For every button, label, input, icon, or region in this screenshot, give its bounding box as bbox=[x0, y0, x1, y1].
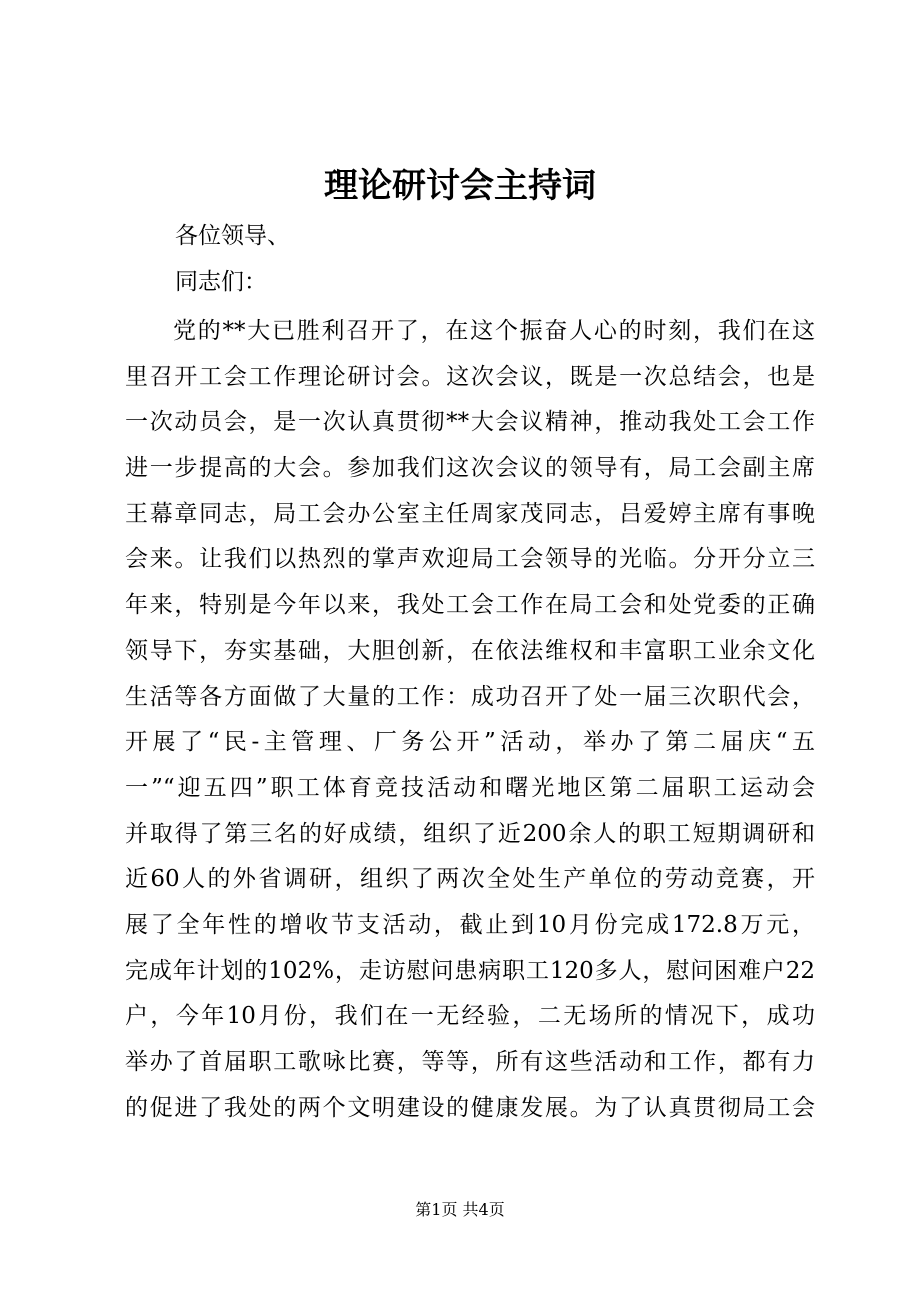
paragraph-line: 举办了首届职工歌咏比赛，等等，所有这些活动和工作，都有力 bbox=[125, 1049, 815, 1075]
paragraph-line: 展了全年性的增收节支活动，截止到10月份完成172.8万元， bbox=[125, 911, 815, 938]
salutation-leaders: 各位领导、 bbox=[175, 223, 290, 249]
paragraph-line: 党的**大已胜利召开了，在这个振奋人心的时刻，我们在这 bbox=[173, 318, 815, 344]
paragraph-line: 近60人的外省调研，组织了两次全处生产单位的劳动竞赛，开 bbox=[125, 866, 815, 893]
paragraph-line: 年来，特别是今年以来，我处工会工作在局工会和处党委的正确 bbox=[125, 592, 815, 619]
paragraph-line: 会来。让我们以热烈的掌声欢迎局工会领导的光临。分开分立三 bbox=[125, 546, 815, 573]
paragraph-line: 领导下，夯实基础，大胆创新，在依法维权和丰富职工业余文化 bbox=[125, 637, 815, 664]
document-title: 理论研讨会主持词 bbox=[324, 166, 596, 206]
paragraph-line: 里召开工会工作理论研讨会。这次会议，既是一次总结会，也是 bbox=[125, 363, 815, 390]
paragraph-line: 进一步提高的大会。参加我们这次会议的领导有，局工会副主席 bbox=[125, 455, 815, 482]
page-footer: 第1页 共4页 bbox=[415, 1200, 505, 1219]
paragraph-line: 并取得了第三名的好成绩，组织了近200余人的职工短期调研和 bbox=[125, 820, 815, 847]
paragraph-line: 完成年计划的102%，走访慰问患病职工120多人，慰问困难户22 bbox=[125, 957, 815, 984]
paragraph-line: 一”“迎五四”职工体育竞技活动和曙光地区第二届职工运动会 bbox=[125, 774, 815, 801]
paragraph-line: 的促进了我处的两个文明建设的健康发展。为了认真贯彻局工会 bbox=[125, 1094, 815, 1121]
paragraph-line: 一次动员会，是一次认真贯彻**大会议精神，推动我处工会工作 bbox=[125, 409, 815, 436]
salutation-comrades: 同志们： bbox=[175, 269, 267, 295]
paragraph-line: 开展了“民-主管理、厂务公开”活动，举办了第二届庆“五 bbox=[125, 729, 815, 756]
paragraph-line: 生活等各方面做了大量的工作：成功召开了处一届三次职代会， bbox=[125, 683, 815, 710]
paragraph-line: 王幕章同志，局工会办公室主任周家茂同志，吕爱婷主席有事晚 bbox=[125, 500, 815, 527]
body-paragraph bbox=[125, 309, 815, 1131]
paragraph-line: 户，今年10月份，我们在一无经验，二无场所的情况下，成功 bbox=[125, 1003, 815, 1030]
